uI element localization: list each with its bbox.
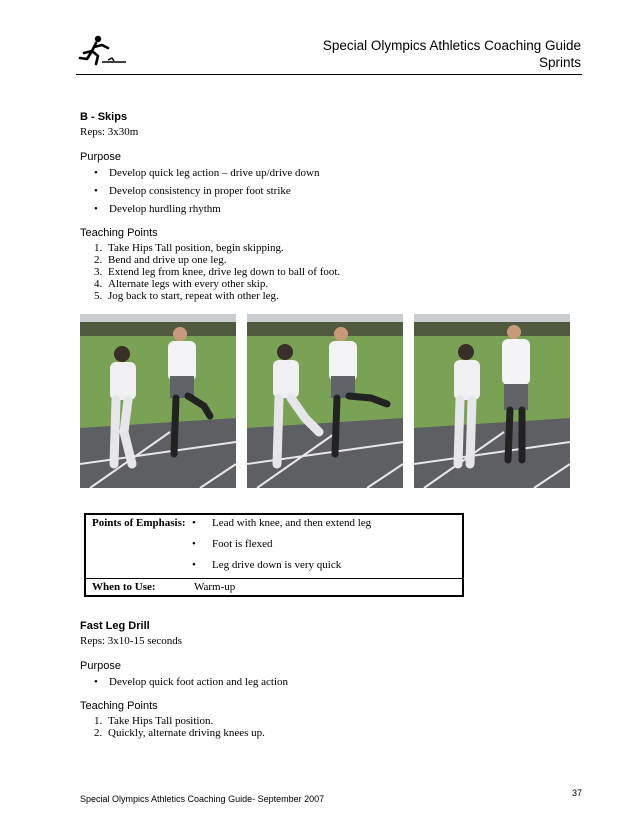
header-title: Special Olympics Athletics Coaching Guide	[322, 38, 581, 53]
list-item: 1. Take Hips Tall position.	[94, 715, 214, 727]
when-to-use-value: Warm-up	[194, 581, 236, 593]
emphasis-item: • Leg drive down is very quick	[192, 559, 342, 571]
bullet-icon: •	[94, 676, 98, 688]
list-item: 2. Bend and drive up one leg.	[94, 254, 227, 266]
header-subtitle: Sprints	[538, 55, 581, 70]
section-heading: Fast Leg Drill	[80, 620, 150, 632]
list-item: 5. Jog back to start, repeat with other leg.	[94, 290, 279, 302]
emphasis-item: • Foot is flexed	[192, 538, 273, 550]
page-number: 37	[571, 788, 582, 798]
list-item: 1. Take Hips Tall position, begin skipping.	[94, 242, 284, 254]
list-item: • Develop consistency in proper foot strike	[94, 185, 291, 197]
reps-text: Reps: 3x30m	[80, 126, 139, 138]
bullet-icon: •	[94, 185, 98, 197]
teaching-points-heading: Teaching Points	[80, 227, 158, 239]
bullet-icon: •	[192, 517, 196, 529]
list-item: • Develop hurdling rhythm	[94, 203, 221, 215]
points-of-emphasis-box	[84, 513, 464, 597]
drill-photo-3	[414, 314, 570, 488]
section-heading: B - Skips	[80, 111, 128, 123]
list-item: • Develop quick foot action and leg action	[94, 676, 288, 688]
emphasis-label: Points of Emphasis:	[92, 517, 186, 529]
list-item: • Develop quick leg action – drive up/drive down	[94, 167, 320, 179]
list-item: 4. Alternate legs with every other skip.	[94, 278, 269, 290]
sprinter-logo-icon	[78, 34, 128, 66]
drill-photo-1	[80, 314, 236, 488]
purpose-heading: Purpose	[80, 151, 121, 163]
list-item: 3. Extend leg from knee, drive leg down to ball of foot.	[94, 266, 341, 278]
when-to-use-label: When to Use:	[92, 581, 156, 593]
teaching-points-heading: Teaching Points	[80, 700, 158, 712]
emphasis-divider	[86, 578, 462, 579]
footer-text: Special Olympics Athletics Coaching Guide- September 2007	[80, 794, 325, 804]
purpose-heading: Purpose	[80, 660, 121, 672]
list-item: 2. Quickly, alternate driving knees up.	[94, 727, 265, 739]
reps-text: Reps: 3x10-15 seconds	[80, 635, 183, 647]
header-divider	[76, 74, 582, 75]
bullet-icon: •	[94, 203, 98, 215]
bullet-icon: •	[94, 167, 98, 179]
drill-photo-2	[247, 314, 403, 488]
emphasis-item: • Lead with knee, and then extend leg	[192, 517, 372, 529]
bullet-icon: •	[192, 559, 196, 571]
bullet-icon: •	[192, 538, 196, 550]
